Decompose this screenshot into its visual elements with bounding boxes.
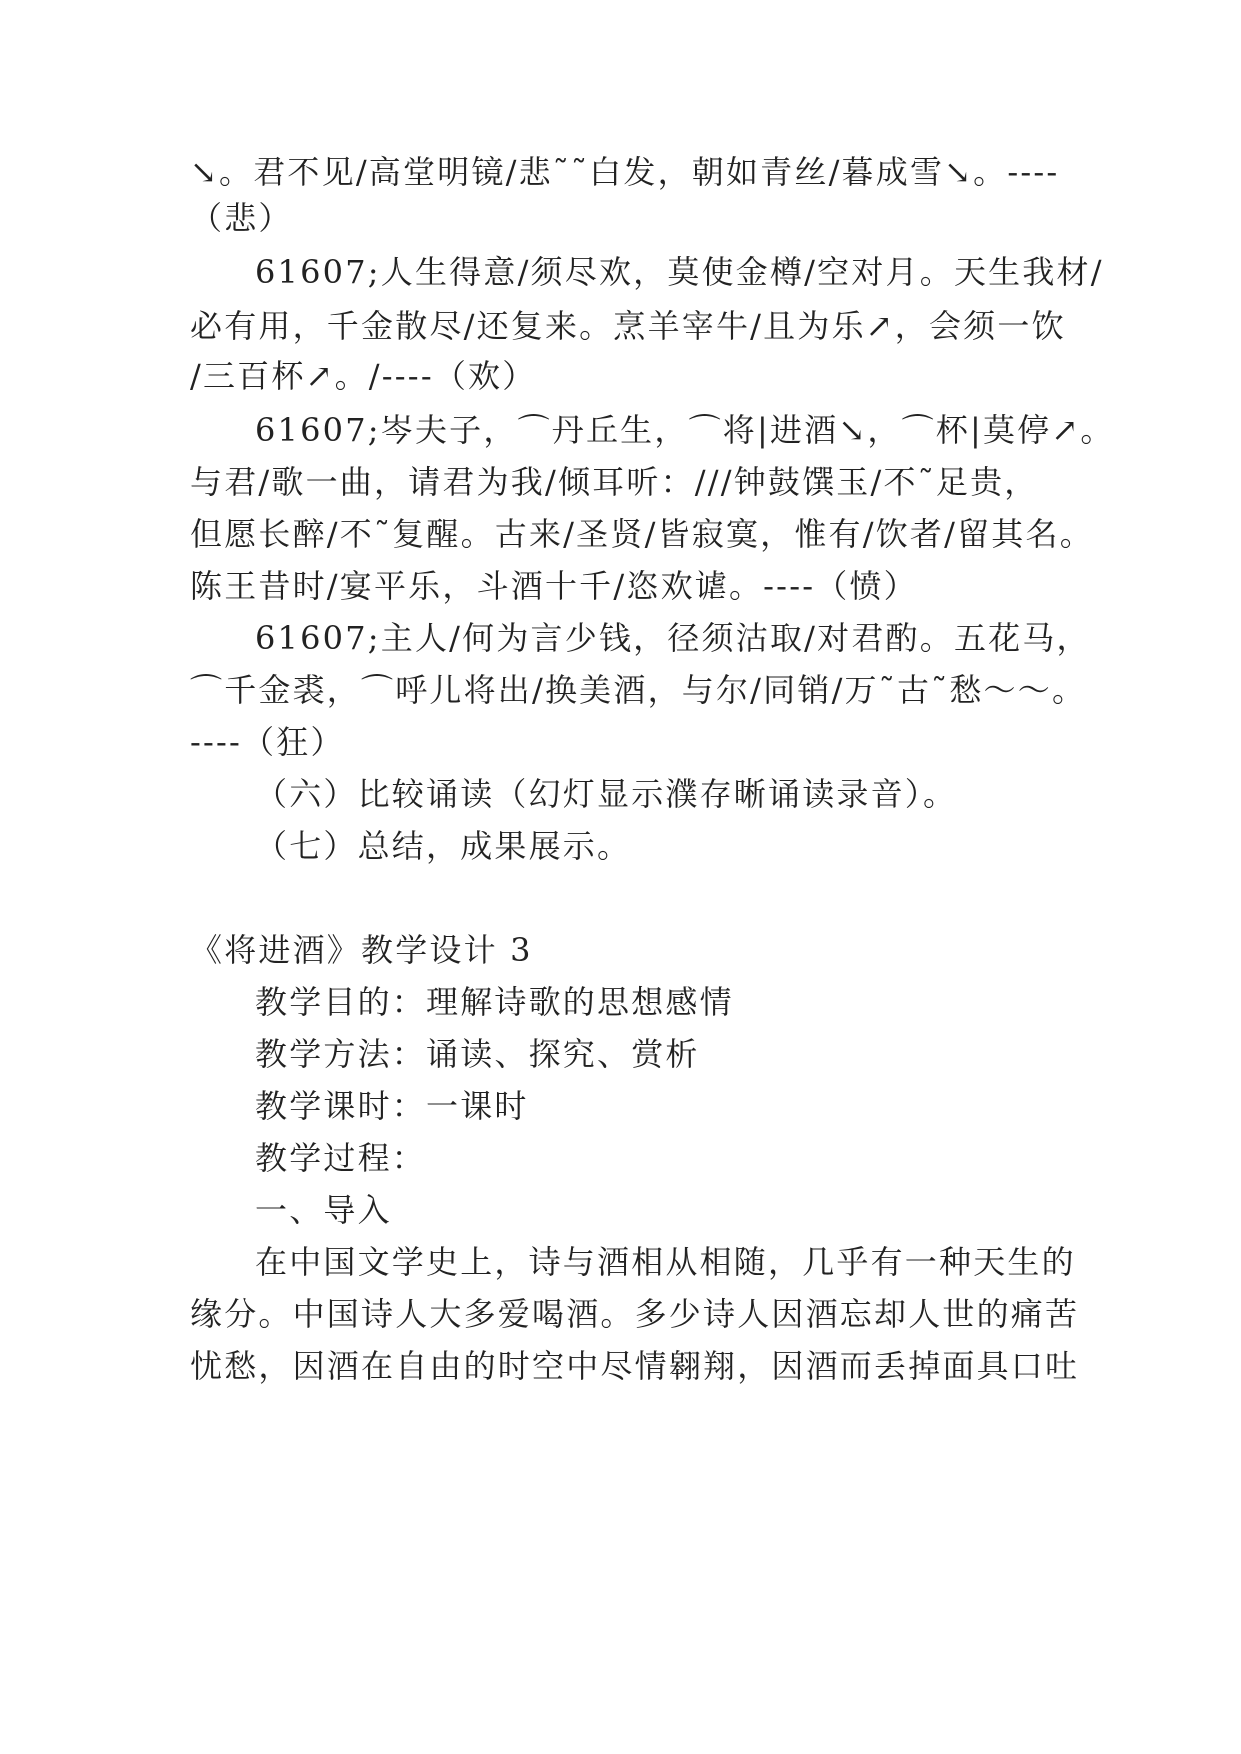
emotion-label: （悲） <box>190 199 293 237</box>
teaching-method: 教学方法：诵读、探究、赏析 <box>255 1035 700 1073</box>
poem-line: 61607;岑夫子，⌒丹丘生，⌒将|进酒↘，⌒杯|莫停↗。 <box>255 411 1115 449</box>
emotion-label: ----（狂） <box>190 723 345 761</box>
poem-line: /三百杯↗。/----（欢） <box>190 357 537 395</box>
teaching-goal: 教学目的：理解诗歌的思想感情 <box>255 983 734 1021</box>
paragraph-line: 缘分。中国诗人大多爱喝酒。多少诗人因酒忘却人世的痛苦 <box>190 1295 1080 1333</box>
subsection-title: 一、导入 <box>255 1191 392 1229</box>
poem-line: ⌒千金裘，⌒呼儿将出/换美酒，与尔/同销/万˜古˜愁～～。 <box>190 671 1087 709</box>
paragraph-line: 在中国文学史上，诗与酒相从相随，几乎有一种天生的 <box>255 1243 1076 1281</box>
poem-line: ↘。君不见/高堂明镜/悲˜˜白发，朝如青丝/暮成雪↘。---- <box>190 153 1060 191</box>
poem-line: 必有用，千金散尽/还复来。烹羊宰牛/且为乐↗，会须一饮 <box>190 307 1066 345</box>
paragraph-line: 忧愁，因酒在自由的时空中尽情翱翔，因酒而丢掉面具口吐 <box>190 1347 1080 1385</box>
poem-line: 陈王昔时/宴平乐，斗酒十千/恣欢谑。----（愤） <box>190 567 918 605</box>
teaching-process: 教学过程： <box>255 1139 427 1177</box>
poem-line: 与君/歌一曲，请君为我/倾耳听：///钟鼓馔玉/不˜足贵， <box>190 463 1039 501</box>
poem-line: 61607;人生得意/须尽欢，莫使金樽/空对月。天生我材/ <box>255 253 1104 291</box>
teaching-hours: 教学课时：一课时 <box>255 1087 529 1125</box>
section-text: （七）总结，成果展示。 <box>255 827 632 865</box>
poem-line: 但愿长醉/不˜复醒。古来/圣贤/皆寂寞，惟有/饮者/留其名。 <box>190 515 1094 553</box>
poem-line: 61607;主人/何为言少钱，径须沽取/对君酌。五花马， <box>255 619 1091 657</box>
section-text: （六）比较诵读（幻灯显示濮存晰诵读录音）。 <box>255 775 958 813</box>
section-heading: 《将进酒》教学设计 3 <box>190 931 533 969</box>
